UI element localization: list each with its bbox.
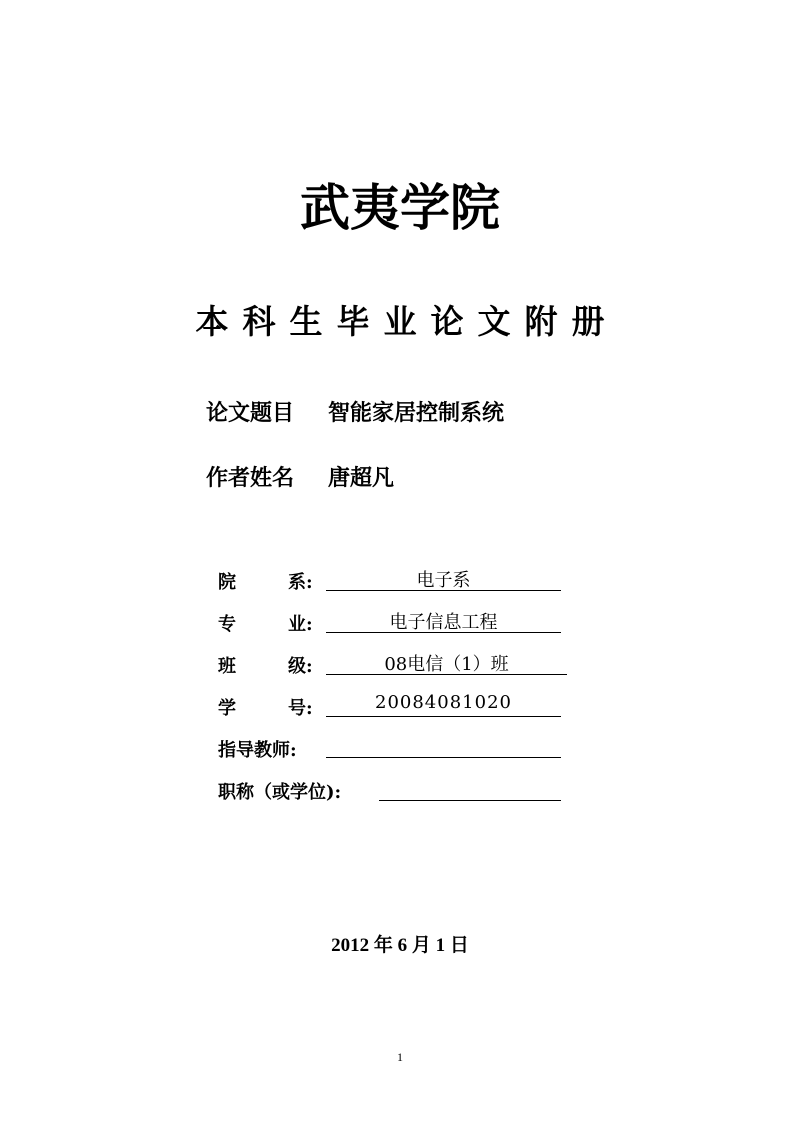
major-value: 电子信息工程: [389, 612, 498, 633]
author-name-label: 作者姓名: [206, 465, 295, 491]
thesis-title-label: 论文题目: [206, 400, 295, 426]
document-subtitle: 本科生毕业论文附册: [195, 302, 619, 341]
student-id-label: 学 号:: [218, 698, 313, 719]
author-name-value: 唐超凡: [328, 465, 395, 491]
advisor-label: 指导教师:: [218, 740, 297, 761]
advisor-underline: [326, 757, 561, 758]
thesis-title-value: 智能家居控制系统: [328, 400, 505, 426]
class-underline: [326, 674, 567, 675]
advisor-rank-underline: [379, 800, 561, 801]
major-label: 专 业:: [218, 614, 313, 635]
major-underline: [326, 632, 561, 633]
department-label: 院 系:: [218, 572, 313, 593]
student-id-value: 20084081020: [375, 692, 512, 713]
submission-date: 2012 年 6 月 1 日: [331, 935, 469, 956]
department-value: 电子系: [416, 570, 471, 591]
page-number: 1: [397, 1050, 403, 1064]
class-label: 班 级:: [218, 656, 313, 677]
student-id-underline: [326, 716, 561, 717]
department-underline: [326, 590, 561, 591]
advisor-rank-label: 职称（或学位):: [218, 782, 342, 803]
class-value: 08电信（1）班: [384, 654, 509, 675]
school-name: 武夷学院: [300, 178, 500, 237]
